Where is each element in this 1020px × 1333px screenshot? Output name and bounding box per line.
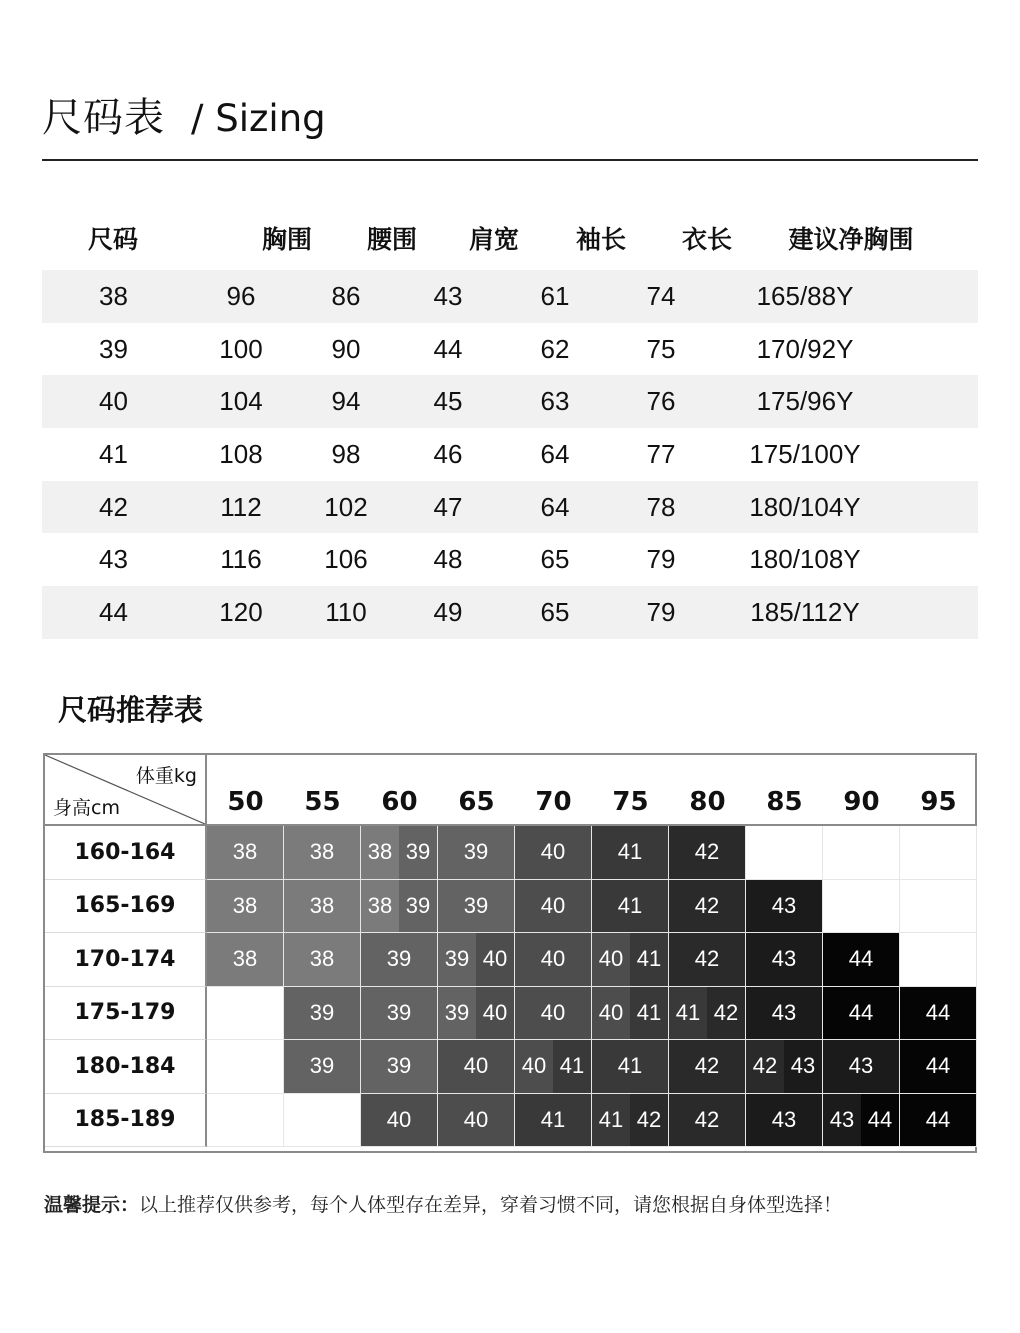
size-cell [361, 1094, 438, 1148]
size-value: 40 [515, 880, 591, 933]
size-cell [207, 880, 284, 934]
spec-cell-sleeve: 64 [540, 438, 570, 469]
size-cell [900, 987, 977, 1041]
size-value: 44 [823, 987, 899, 1040]
spec-cell-recommended-chest: 175/96Y [756, 386, 854, 417]
size-cell [284, 1040, 361, 1094]
size-value: 44 [900, 1094, 976, 1147]
size-cell [669, 880, 746, 934]
size-value: 38 [361, 880, 399, 933]
spec-cell-size: 38 [99, 280, 128, 311]
spec-cell-sleeve: 61 [540, 280, 570, 311]
size-cell [592, 1040, 669, 1094]
size-cell [207, 1094, 284, 1148]
size-value: 43 [784, 1040, 822, 1093]
size-spec-table [42, 206, 978, 639]
spec-header-waist: 腰围 [366, 225, 417, 254]
size-value: 38 [284, 880, 360, 933]
size-cell [361, 826, 438, 880]
spec-cell-recommended-chest: 180/108Y [749, 544, 861, 575]
size-value: 39 [438, 880, 514, 933]
spec-cell-recommended-chest: 180/104Y [749, 491, 861, 522]
spec-cell-waist: 110 [325, 596, 367, 627]
size-value: 39 [361, 987, 437, 1040]
size-cell [669, 1094, 746, 1148]
size-value: 39 [284, 1040, 360, 1093]
size-cell [438, 933, 515, 987]
size-value: 40 [592, 987, 630, 1040]
spec-cell-chest: 108 [219, 438, 263, 469]
size-cell [669, 933, 746, 987]
spec-cell-length: 74 [646, 280, 676, 311]
size-value: 42 [746, 1040, 784, 1093]
size-value: 42 [669, 880, 745, 933]
spec-cell-waist: 106 [324, 544, 368, 575]
recommend-title: 尺码推荐表 [58, 693, 204, 727]
grid-corner [45, 755, 207, 826]
size-value: 41 [553, 1040, 591, 1093]
spec-cell-chest: 116 [220, 544, 262, 575]
size-value: 39 [361, 1040, 437, 1093]
spec-cell-chest: 120 [219, 596, 263, 627]
spec-row [42, 586, 978, 639]
spec-cell-size: 39 [99, 333, 128, 364]
size-cell [361, 933, 438, 987]
height-row-label: 170-174 [45, 933, 207, 987]
size-cell [438, 1040, 515, 1094]
size-cell [746, 933, 823, 987]
spec-row [42, 481, 978, 534]
size-value: 40 [476, 987, 514, 1040]
tip-label: 温馨提示： [44, 1194, 140, 1216]
size-cell [900, 1040, 977, 1094]
title-zh: 尺码表 [42, 95, 165, 141]
size-value: 43 [746, 933, 822, 986]
size-cell [284, 1094, 361, 1148]
size-cell [515, 880, 592, 934]
spec-header-row [42, 206, 978, 270]
size-value: 41 [592, 1094, 630, 1147]
size-cell [746, 987, 823, 1041]
size-cell [207, 987, 284, 1041]
spec-cell-shoulder: 43 [433, 280, 463, 311]
weight-header: 70 [515, 755, 592, 826]
size-cell [207, 826, 284, 880]
spec-cell-sleeve: 65 [540, 596, 570, 627]
spec-row [42, 323, 978, 376]
weight-header: 65 [438, 755, 515, 826]
size-value: 40 [515, 987, 591, 1040]
size-cell [746, 1040, 823, 1094]
size-value: 39 [438, 826, 514, 879]
size-value: 40 [515, 1040, 553, 1093]
spec-cell-chest: 112 [220, 491, 262, 522]
weight-header: 85 [746, 755, 823, 826]
size-value: 39 [361, 933, 437, 986]
size-recommend-grid [43, 753, 977, 1153]
size-cell [284, 987, 361, 1041]
spec-cell-sleeve: 64 [540, 491, 570, 522]
spec-header-shoulder: 肩宽 [468, 225, 519, 254]
size-value: 39 [399, 880, 437, 933]
size-value: 41 [592, 826, 668, 879]
weight-header: 95 [900, 755, 977, 826]
spec-cell-shoulder: 49 [433, 596, 463, 627]
spec-header-sleeve: 袖长 [575, 225, 626, 254]
size-value: 38 [207, 826, 283, 879]
spec-cell-size: 41 [99, 438, 128, 469]
weight-axis-label: 体重kg [135, 765, 197, 787]
size-value: 41 [630, 933, 668, 986]
size-cell [746, 1094, 823, 1148]
spec-cell-length: 77 [646, 438, 676, 469]
height-row-label: 185-189 [45, 1094, 207, 1148]
spec-cell-length: 79 [646, 544, 676, 575]
spec-row [42, 428, 978, 481]
size-value: 42 [669, 1094, 745, 1147]
spec-cell-chest: 104 [219, 386, 263, 417]
spec-cell-size: 43 [99, 544, 128, 575]
size-value: 38 [207, 933, 283, 986]
size-cell [284, 880, 361, 934]
size-cell [592, 933, 669, 987]
size-value: 40 [438, 1094, 514, 1147]
spec-cell-sleeve: 65 [540, 544, 570, 575]
spec-cell-length: 78 [646, 491, 676, 522]
spec-cell-length: 75 [646, 333, 676, 364]
size-cell [592, 880, 669, 934]
spec-cell-waist: 94 [331, 386, 361, 417]
spec-cell-waist: 86 [331, 280, 361, 311]
size-value: 44 [861, 1094, 899, 1147]
spec-cell-chest: 96 [226, 280, 256, 311]
size-cell [592, 1094, 669, 1148]
size-cell [361, 1040, 438, 1094]
size-cell [438, 987, 515, 1041]
size-value: 43 [746, 880, 822, 933]
size-value: 40 [592, 933, 630, 986]
size-value: 42 [669, 1040, 745, 1093]
size-cell [361, 987, 438, 1041]
size-value: 40 [515, 826, 591, 879]
size-cell [515, 826, 592, 880]
size-cell [900, 826, 977, 880]
size-value: 43 [823, 1094, 861, 1147]
spec-cell-length: 76 [646, 386, 676, 417]
size-value: 38 [361, 826, 399, 879]
size-value: 39 [438, 933, 476, 986]
spec-header-size: 尺码 [88, 225, 139, 254]
tip-note [44, 1190, 842, 1217]
page-title [42, 86, 326, 146]
size-value: 38 [284, 933, 360, 986]
spec-cell-size: 40 [99, 386, 128, 417]
spec-cell-shoulder: 46 [433, 438, 463, 469]
size-value: 42 [669, 933, 745, 986]
size-value: 41 [592, 1040, 668, 1093]
spec-cell-recommended-chest: 175/100Y [749, 438, 861, 469]
height-row-label: 180-184 [45, 1040, 207, 1094]
size-cell [823, 987, 900, 1041]
spec-cell-shoulder: 48 [433, 544, 463, 575]
size-cell [823, 933, 900, 987]
height-row-label: 160-164 [45, 826, 207, 880]
size-cell [823, 1040, 900, 1094]
size-cell [207, 1040, 284, 1094]
spec-cell-waist: 90 [331, 333, 361, 364]
title-en: / Sizing [191, 97, 326, 140]
height-row-label: 165-169 [45, 880, 207, 934]
weight-header: 90 [823, 755, 900, 826]
size-value: 43 [823, 1040, 899, 1093]
title-divider [42, 159, 978, 161]
height-row-label: 175-179 [45, 987, 207, 1041]
spec-row [42, 270, 978, 323]
size-cell [515, 933, 592, 987]
spec-cell-size: 44 [99, 596, 128, 627]
size-cell [669, 1040, 746, 1094]
size-cell [900, 880, 977, 934]
size-cell [592, 826, 669, 880]
size-value: 44 [900, 987, 976, 1040]
size-value: 41 [592, 880, 668, 933]
weight-header: 80 [669, 755, 746, 826]
size-cell [515, 1094, 592, 1148]
size-value: 42 [630, 1094, 668, 1147]
size-value: 41 [630, 987, 668, 1040]
size-value: 41 [669, 987, 707, 1040]
spec-header-chest: 胸围 [261, 225, 312, 254]
spec-cell-sleeve: 63 [540, 386, 570, 417]
size-value: 39 [438, 987, 476, 1040]
size-cell [592, 987, 669, 1041]
size-cell [438, 1094, 515, 1148]
size-cell [515, 1040, 592, 1094]
spec-cell-sleeve: 62 [540, 333, 570, 364]
size-value: 40 [361, 1094, 437, 1147]
size-value: 44 [900, 1040, 976, 1093]
size-cell [438, 826, 515, 880]
size-value: 43 [746, 1094, 822, 1147]
spec-header-recommended-chest: 建议净胸围 [788, 225, 914, 254]
size-cell [823, 880, 900, 934]
size-value: 39 [399, 826, 437, 879]
size-cell [515, 987, 592, 1041]
size-value: 39 [284, 987, 360, 1040]
spec-cell-shoulder: 44 [433, 333, 463, 364]
size-cell [207, 933, 284, 987]
spec-cell-size: 42 [99, 491, 128, 522]
tip-text: 以上推荐仅供参考，每个人体型存在差异，穿着习惯不同，请您根据自身体型选择！ [139, 1194, 843, 1216]
spec-cell-length: 79 [646, 596, 676, 627]
size-cell [746, 880, 823, 934]
size-value: 40 [438, 1040, 514, 1093]
size-value: 38 [207, 880, 283, 933]
size-cell [438, 880, 515, 934]
weight-header: 55 [284, 755, 361, 826]
size-value: 38 [284, 826, 360, 879]
size-value: 42 [669, 826, 745, 879]
spec-rows [42, 270, 978, 639]
spec-row [42, 533, 978, 586]
size-value: 42 [707, 987, 745, 1040]
size-value: 40 [515, 933, 591, 986]
size-cell [284, 933, 361, 987]
size-value: 41 [515, 1094, 591, 1147]
size-value: 43 [746, 987, 822, 1040]
size-cell [900, 1094, 977, 1148]
size-cell [284, 826, 361, 880]
spec-cell-recommended-chest: 170/92Y [756, 333, 854, 364]
spec-cell-recommended-chest: 165/88Y [756, 280, 854, 311]
size-cell [361, 880, 438, 934]
spec-row [42, 375, 978, 428]
size-cell [823, 1094, 900, 1148]
size-value: 40 [476, 933, 514, 986]
height-axis-label: 身高cm [53, 797, 120, 819]
spec-cell-waist: 102 [324, 491, 368, 522]
spec-cell-shoulder: 47 [433, 491, 463, 522]
size-cell [746, 826, 823, 880]
spec-cell-waist: 98 [331, 438, 361, 469]
size-cell [823, 826, 900, 880]
spec-cell-shoulder: 45 [433, 386, 463, 417]
size-value: 44 [823, 933, 899, 986]
size-cell [669, 826, 746, 880]
weight-header: 75 [592, 755, 669, 826]
weight-header: 60 [361, 755, 438, 826]
spec-cell-chest: 100 [219, 333, 263, 364]
spec-header-length: 衣长 [681, 225, 732, 254]
spec-cell-recommended-chest: 185/112Y [750, 596, 860, 627]
weight-header: 50 [207, 755, 284, 826]
size-cell [900, 933, 977, 987]
size-cell [669, 987, 746, 1041]
